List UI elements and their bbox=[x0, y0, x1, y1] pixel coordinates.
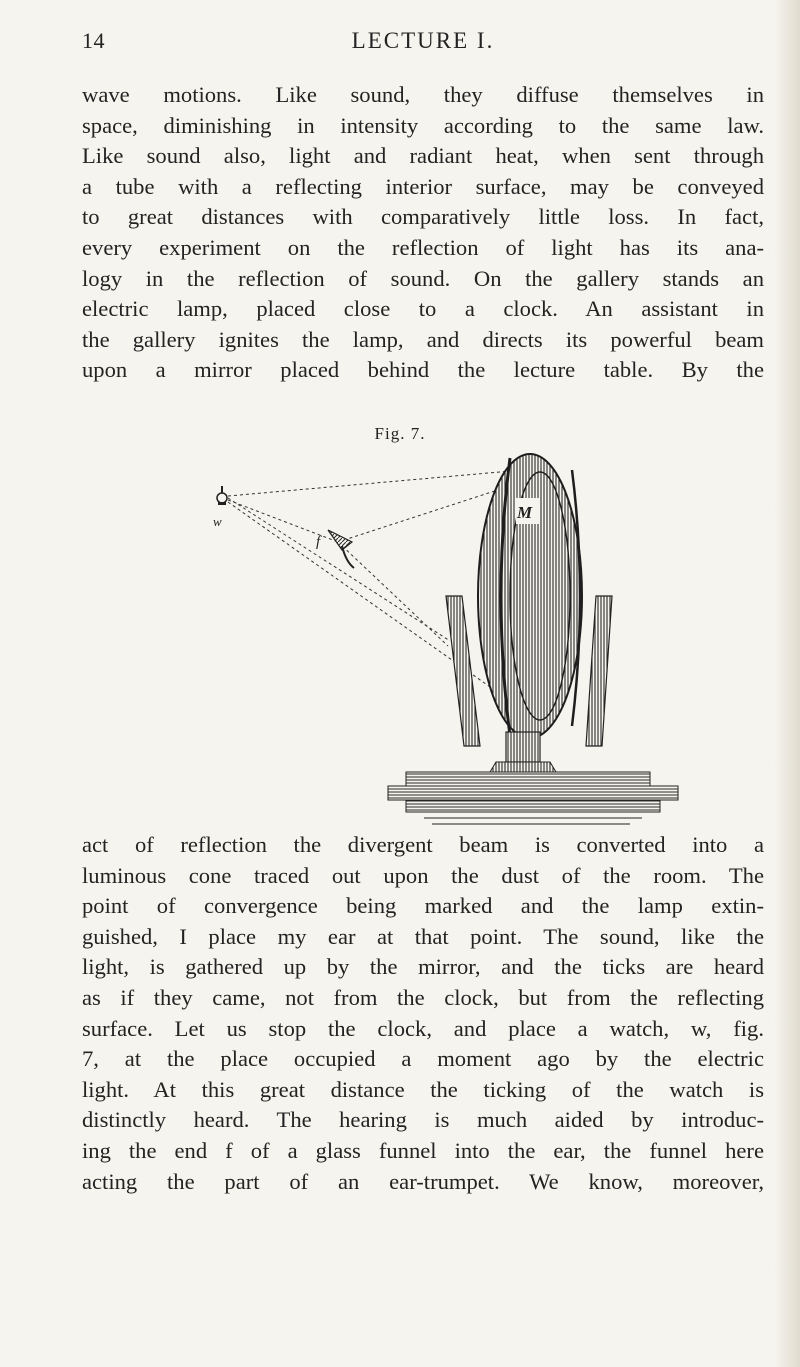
paragraph-2 bbox=[82, 830, 764, 1197]
page-number: 14 bbox=[82, 28, 105, 53]
page-edge-shadow bbox=[774, 0, 800, 1367]
text-line: act of reflection the divergent beam is converted into a bbox=[82, 832, 764, 857]
text-line: a tube with a reflecting interior surface, may be conveyed bbox=[82, 173, 764, 199]
text-line: Like sound also, light and radiant heat, when sent through bbox=[82, 143, 764, 169]
text-line: wave motions. Like sound, they diffuse themselves in bbox=[82, 82, 764, 107]
text-line: to great distances with comparatively little loss. In fact, bbox=[82, 204, 764, 230]
text-line: acting the part of an ear-trumpet. We know, moreover, bbox=[82, 1168, 764, 1194]
text-line: the gallery ignites the lamp, and directs its powerful beam bbox=[82, 326, 764, 352]
text-line: guished, I place my ear at that point. The sound, like the bbox=[82, 923, 764, 949]
text-line: light, is gathered up by the mirror, and the ticks are heard bbox=[82, 954, 764, 980]
running-head: LECTURE I. bbox=[351, 28, 495, 53]
text-line: logy in the reflection of sound. On the gallery stands an bbox=[82, 265, 764, 291]
text-line: as if they came, not from the clock, but from the reflecting bbox=[82, 984, 764, 1010]
text-line: upon a mirror placed behind the lecture table. By the bbox=[82, 357, 764, 383]
watch-icon bbox=[217, 486, 227, 505]
label-m: M bbox=[517, 503, 533, 522]
figure-caption: Fig. 7. bbox=[374, 424, 426, 443]
page-header bbox=[82, 28, 764, 58]
text-line: distinctly heard. The hearing is much aided by introduc- bbox=[82, 1107, 764, 1133]
text-line: space, diminishing in intensity according to the same law. bbox=[82, 112, 764, 138]
text-line: ing the end f of a glass funnel into the ear, the funnel here bbox=[82, 1137, 764, 1163]
label-w: w bbox=[213, 514, 222, 529]
mirror-stand bbox=[490, 732, 556, 772]
figure-7-illustration bbox=[210, 446, 770, 832]
paragraph-1 bbox=[82, 80, 764, 386]
concave-mirror bbox=[478, 454, 582, 738]
text-line: 7, at the place occupied a moment ago by the electric bbox=[82, 1046, 764, 1072]
mirror-base bbox=[388, 772, 678, 824]
glass-funnel-icon bbox=[328, 530, 354, 568]
text-line: electric lamp, placed close to a clock. An assistant in bbox=[82, 296, 764, 322]
text-line: every experiment on the reflection of light has its ana- bbox=[82, 234, 764, 260]
text-line: light. At this great distance the ticking of the watch is bbox=[82, 1076, 764, 1102]
text-line: surface. Let us stop the clock, and place a watch, w, fig. bbox=[82, 1015, 764, 1041]
label-f: f bbox=[316, 534, 321, 550]
text-line: luminous cone traced out upon the dust of the room. The bbox=[82, 862, 764, 888]
text-line: point of convergence being marked and the lamp extin- bbox=[82, 893, 764, 919]
